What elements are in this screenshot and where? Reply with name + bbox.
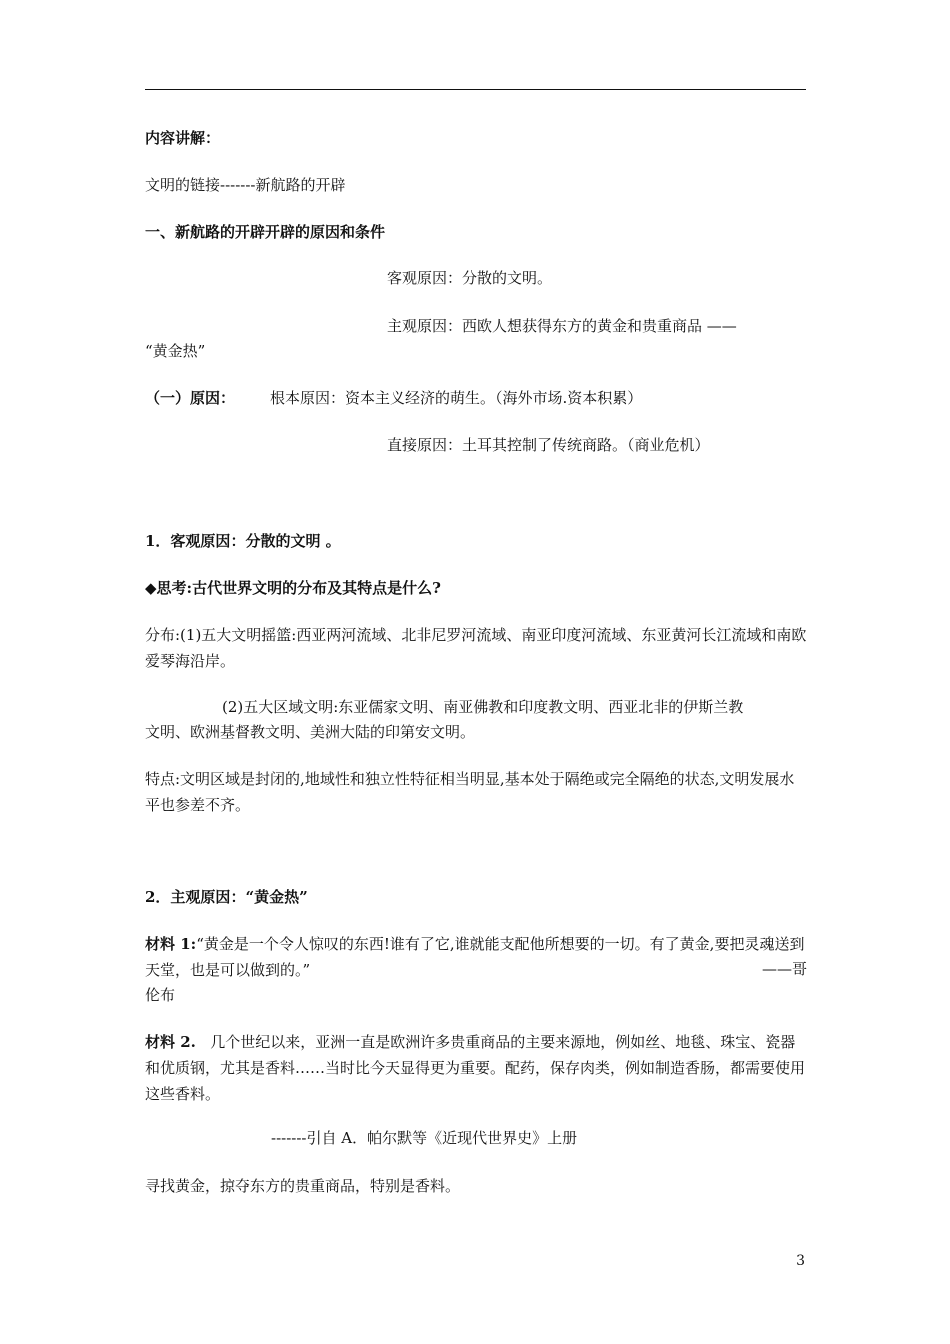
cause-objective: 客观原因：分散的文明。 — [387, 269, 553, 287]
conclusion: 寻找黄金，掠夺东方的贵重商品，特别是香料。 — [145, 1177, 461, 1195]
think-question: ◆思考:古代世界文明的分布及其特点是什么? — [145, 579, 441, 597]
item1-title: 1．客观原因：分散的文明 。 — [145, 532, 341, 550]
distribution-2b: 文明、欧洲基督教文明、美洲大陆的印第安文明。 — [145, 723, 476, 741]
material2-label: 材料 2. — [145, 1033, 196, 1051]
material2 — [145, 1029, 807, 1107]
reasons-label: （一）原因： — [145, 389, 236, 407]
section1-title: 一、新航路的开辟开辟的原因和条件 — [145, 223, 386, 241]
cause-direct: 直接原因：土耳其控制了传统商路。（商业危机） — [387, 436, 710, 454]
material2-source: -------引自 A．帕尔默等《近现代世界史》上册 — [271, 1129, 578, 1147]
header-rule — [145, 89, 806, 90]
item2-title: 2．主观原因：“黄金热” — [145, 888, 308, 906]
cause-subjective: 主观原因：西欧人想获得东方的黄金和贵重商品 —— — [387, 317, 737, 335]
features: 特点:文明区域是封闭的,地域性和独立性特征相当明显,基本处于隔绝或完全隔绝的状态,文明发展水平也参差不齐。 — [145, 770, 795, 814]
material1-text: “黄金是一个令人惊叹的东西!谁有了它,谁就能支配他所想要的一切。有了黄金,要把灵魂送到天堂，也是可以做到的。” — [145, 935, 805, 979]
distribution-1: 分布:(1)五大文明摇篮:西亚两河流域、北非尼罗河流域、南亚印度河流域、东亚黄河长江流域和南欧爱琴海沿岸。 — [145, 626, 807, 670]
cause-root: 根本原因：资本主义经济的萌生。（海外市场.资本积累） — [270, 389, 643, 407]
content-heading: 内容讲解： — [145, 129, 221, 147]
distribution-2a: (2)五大区域文明:东亚儒家文明、南亚佛教和印度教文明、西亚北非的伊斯兰教 — [222, 698, 744, 716]
cause-subjective-tail: “黄金热” — [145, 342, 206, 360]
material2-text: 几个世纪以来，亚洲一直是欧洲许多贵重商品的主要来源地，例如丝、地毯、珠宝、瓷器和优质钢，尤其是香料……当时比今天显得更为重要。配药，保存肉类，例如制造香肠，都需要使用这些香料。 — [145, 1033, 806, 1103]
material1-author-a: ——哥 — [761, 960, 807, 978]
material1-label: 材料 1: — [145, 935, 197, 953]
material1-author-b: 伦布 — [145, 986, 176, 1004]
topic-line: 文明的链接-------新航路的开辟 — [145, 176, 346, 194]
page-number: 3 — [796, 1253, 805, 1269]
